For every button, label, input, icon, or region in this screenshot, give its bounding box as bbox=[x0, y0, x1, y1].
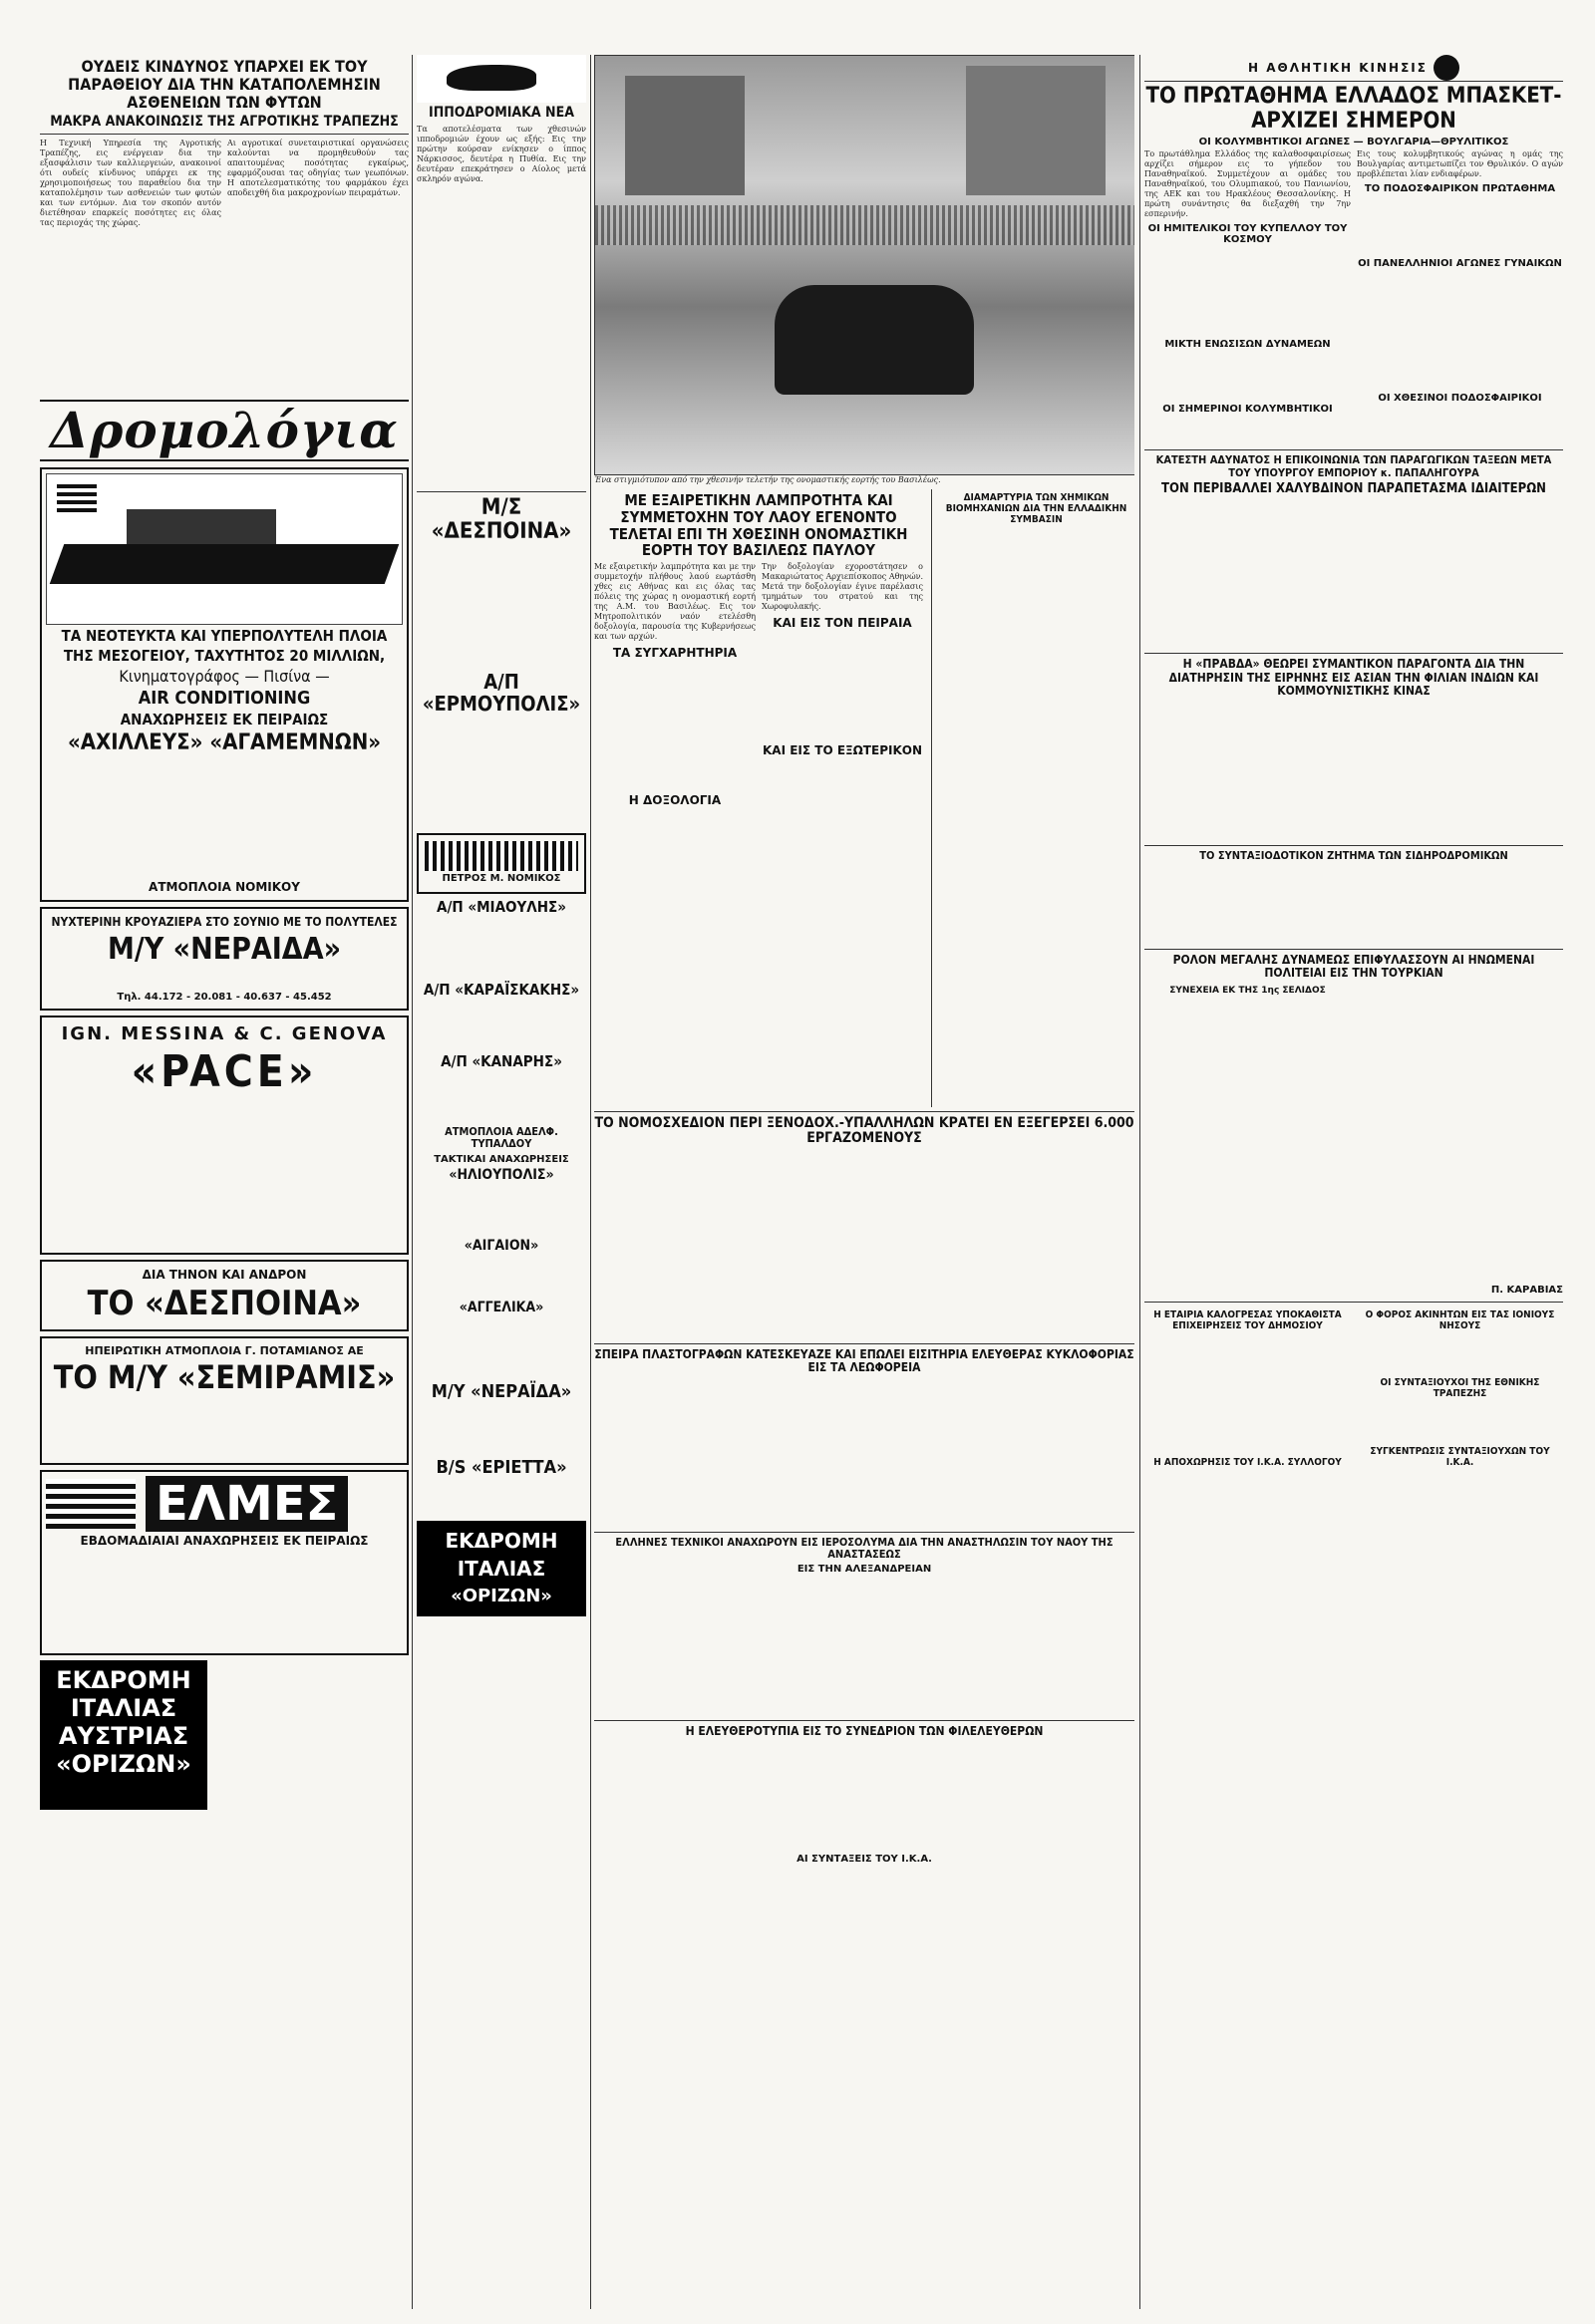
sub-doxologia: Η ΔΟΞΟΛΟΓΙΑ bbox=[628, 793, 722, 808]
messina-ad bbox=[40, 1016, 409, 1255]
divider bbox=[594, 1532, 1134, 1533]
ship-ad-nomikos bbox=[40, 467, 409, 902]
aggelika: «ΑΓΓΕΛΙΚΑ» bbox=[459, 1300, 544, 1316]
divider bbox=[1144, 653, 1563, 654]
filler bbox=[417, 1258, 586, 1298]
filler bbox=[417, 919, 586, 979]
ermoupolis-head: Α/Π «ΕΡΜΟΥΠΟΛΙΣ» bbox=[422, 669, 581, 717]
ekdromi-text: ΙΤΑΛΙΑΣ bbox=[70, 1693, 177, 1722]
article-body-row bbox=[40, 139, 409, 232]
article-text: Εις τους κολυμβητικούς αγώνας η ομάς της Βουλγαρίας αντιμετωπίζει τον Θρυλικόν. Ο αγών προβλέπεται λίαν ενδιαφέρων. bbox=[1357, 149, 1563, 179]
horse-icon bbox=[447, 65, 536, 91]
main-article bbox=[594, 489, 923, 1107]
bottom-news-cols bbox=[1144, 1307, 1563, 1532]
filler bbox=[417, 1186, 586, 1236]
filler bbox=[1357, 271, 1563, 391]
sports-col bbox=[1357, 149, 1563, 445]
ship-ad-text: AIR CONDITIONING bbox=[138, 687, 311, 709]
car-icon bbox=[775, 285, 974, 395]
ekdromi-text: ΕΚΔΡΟΜΗ bbox=[445, 1529, 558, 1554]
cruise-filler bbox=[46, 970, 403, 990]
ekdromi-text: ΙΤΑΛΙΑΣ bbox=[457, 1557, 546, 1582]
filler bbox=[417, 719, 586, 828]
column-rule bbox=[590, 55, 591, 2309]
tinos-head: ΔΙΑ ΤΗΝΟΝ ΚΑΙ ΑΝΔΡΟΝ bbox=[142, 1267, 307, 1282]
article-text: Το πρωτάθλημα Ελλάδος της καλαθοσφαιρίσεως αρχίζει σήμερον εις το γήπεδον του Παναθηναϊκού. Συμμετέχουν αι ομάδες του Παναθηναϊκού, του Ολυμπιακού, του Πανιωνίου, της ΑΕΚ και του Ηρακλέους Θεσσαλονίκης. Η πρώτη συνάντησις θα διεξαχθή την 7ην εσπερινήν. bbox=[1144, 149, 1351, 219]
headline-pesticide: ΟΥΔΕΙΣ ΚΙΝΔΥΝΟΣ ΥΠΑΡΧΕΙ ΕΚ ΤΟΥ ΠΑΡΑΘΕΙΟΥ ΔΙΑ ΤΗΝ ΚΑΤΑΠΟΛΕΜΗΣΙΝ ΑΣΘΕΝΕΙΩΝ ΤΩΝ ΦΥΤΩΝ bbox=[68, 57, 381, 112]
ball-icon bbox=[1434, 55, 1459, 81]
article-text: Η Τεχνική Υπηρεσία της Αγροτικής Τραπέζης, εις ενέργειαν δια την εξασφάλισιν των καλλιεργειών, ανακοινοί ότι ουδείς κίνδυνος υπάρχει εκ της χρησιμοποιήσεως του παραθείου δια την καταπολέμησιν των ασθενειών των φυτών και των εντόμων. Δια τον σκοπόν αυτόν διετέθησαν επαρκείς ποσότητες εις όλας τας περιοχάς της χώρας. bbox=[40, 139, 221, 228]
schedule-filler bbox=[46, 758, 403, 878]
filler bbox=[1357, 984, 1563, 1283]
building-shape bbox=[625, 76, 745, 195]
elmes-sub: ΕΒΔΟΜΑΔΙΑΙΑΙ ΑΝΑΧΩΡΗΣΕΙΣ ΕΚ ΠΕΙΡΑΙΩΣ bbox=[80, 1533, 369, 1548]
aigaion: «ΑΙΓΑΙΟΝ» bbox=[464, 1238, 539, 1255]
divider bbox=[1144, 949, 1563, 950]
turkey-headline: ΡΟΛΟΝ ΜΕΓΑΛΗΣ ΔΥΝΑΜΕΩΣ ΕΠΙΦΥΛΑΣΣΟΥΝ ΑΙ ΗΝΩΜΕΝΑΙ ΠΟΛΙΤΕΙΑΙ ΕΙΣ ΤΗΝ ΤΟΥΡΚΙΑΝ bbox=[1172, 953, 1535, 981]
filler bbox=[1357, 1403, 1563, 1443]
building-shape bbox=[966, 66, 1106, 195]
filler bbox=[1144, 1471, 1351, 1531]
column-4 bbox=[1144, 55, 1563, 2309]
forgery-headline: ΣΠΕΙΡΑ ΠΛΑΣΤΟΓΡΑΦΩΝ ΚΑΤΕΣΚΕΥΑΖΕ ΚΑΙ ΕΠΩΛΕΙ ΕΙΣΙΤΗΡΙΑ ΕΛΕΥΘΕΡΑΣ ΚΥΚΛΟΦΟΡΙΑΣ ΕΙΣ ΤΑ ΛΕΩΦΟΡΕΙΑ bbox=[594, 1346, 1134, 1375]
turkey-cols bbox=[1144, 984, 1563, 1298]
elmes-logo: ΕΛΜΕΣ bbox=[146, 1476, 348, 1532]
miaoulis: Α/Π «ΜΙΑΟΥΛΗΣ» bbox=[437, 897, 566, 916]
hippo-head: ΙΠΠΟΔΡΟΜΙΑΚΑ ΝΕΑ bbox=[429, 105, 574, 121]
karaiskakis: Α/Π «ΚΑΡΑΪΣΚΑΚΗΣ» bbox=[423, 980, 580, 999]
sub-half-final: ΟΙ ΗΜΙΤΕΛΙΚΟΙ ΤΟΥ ΚΥΠΕΛΛΟΥ ΤΟΥ ΚΟΣΜΟΥ bbox=[1147, 223, 1348, 246]
ekdromi-text: «ΟΡΙΖΩΝ» bbox=[451, 1586, 552, 1607]
divider bbox=[594, 1720, 1134, 1721]
main-article-cols bbox=[594, 562, 923, 979]
filler bbox=[1144, 1334, 1351, 1454]
semiramis-head: ΗΠΕΙΡΩΤΙΚΗ ΑΤΜΟΠΛΟΙΑ Γ. ΠΟΤΑΜΙΑΝΟΣ ΑΕ bbox=[85, 1344, 364, 1357]
typaldou: ΑΤΜΟΠΛΟΙΑ ΑΔΕΛΦ. ΤΥΠΑΛΔΟΥ bbox=[445, 1125, 558, 1151]
main-article-col bbox=[594, 562, 756, 979]
filler bbox=[417, 1001, 586, 1050]
filler bbox=[594, 809, 756, 979]
column-rule bbox=[1139, 55, 1140, 2309]
main-article-col bbox=[762, 562, 923, 979]
ship-hull-icon bbox=[50, 544, 400, 584]
neraida: Μ/Υ «ΝΕΡΑΪΔΑ» bbox=[431, 1380, 572, 1402]
elmes-filler bbox=[46, 1550, 403, 1649]
cruise-phone: Τηλ. 44.172 - 20.081 - 40.637 - 45.452 bbox=[117, 991, 332, 1003]
filler bbox=[417, 1073, 586, 1123]
sub-abroad: ΚΑΙ ΕΙΣ ΤΟ ΕΞΩΤΕΡΙΚΟΝ bbox=[763, 743, 922, 758]
helioupolis: «ΗΛΙΟΥΠΟΛΙΣ» bbox=[449, 1166, 554, 1183]
article-text: Με εξαιρετικήν λαμπρότητα και με την συμμετοχήν πλήθους λαού εωρτάσθη χθες εις Αθήνας και εις όλας τας πόλεις της χώρας η ονομαστική εορτή της Α.Μ. του Βασιλέως. Εις τον Μητροπολιτικόν ναόν ετελέσθη δοξολογία, παρουσία της Κυβερνήσεως και των αρχών. bbox=[594, 562, 756, 642]
filler bbox=[594, 1742, 1134, 1852]
pravda-headline: Η «ΠΡΑΒΔΑ» ΘΕΩΡΕΙ ΣΥΜΑΝΤΙΚΟΝ ΠΑΡΑΓΟΝΤΑ ΔΙΑ ΤΗΝ ΔΙΑΤΗΡΗΣΙΝ ΤΗΣ ΕΙΡΗΝΗΣ ΕΙΣ ΑΣΙΑΝ ΤΗΝ ΦΙΛΙΑΝ ΙΝΔΙΩΝ ΚΑΙ ΚΟΜΜΟΥΝΙΣΤΙΚΗΣ ΚΙΝΑΣ bbox=[1168, 657, 1539, 699]
bottom-ad-row bbox=[40, 1660, 409, 1810]
chem-head: ΔΙΑΜΑΡΤΥΡΙΑ ΤΩΝ ΧΗΜΙΚΩΝ ΒΙΟΜΗΧΑΝΙΩΝ ΔΙΑ ΤΗΝ ΕΛΛΑΔΙΚΗΝ ΣΥΜΒΑΣΙΝ bbox=[945, 492, 1127, 526]
filler bbox=[594, 1150, 1134, 1339]
filler bbox=[594, 1378, 1134, 1528]
jerusalem-sub: ΕΙΣ ΤΗΝ ΑΛΕΞΑΝΔΡΕΙΑΝ bbox=[797, 1564, 932, 1576]
ship-deck-icon bbox=[127, 509, 276, 544]
filler bbox=[1357, 406, 1563, 445]
ekdromi-text: ΑΥΣΤΡΙΑΣ bbox=[58, 1721, 189, 1750]
filler bbox=[417, 548, 586, 668]
divider bbox=[417, 491, 586, 492]
section-title: Η ΑΘΛΗΤΙΚΗ ΚΙΝΗΣΙΣ bbox=[1248, 61, 1428, 75]
messina-filler bbox=[46, 1099, 403, 1249]
filler bbox=[417, 1319, 586, 1379]
nomikos-logo-text: ΠΕΤΡΟΣ Μ. ΝΟΜΙΚΟΣ bbox=[442, 872, 561, 884]
ekdromi-ad-2 bbox=[417, 1521, 586, 1616]
despoina-head: Μ/Σ «ΔΕΣΠΟΙΝΑ» bbox=[431, 494, 572, 545]
philhellenes-headline: Η ΕΛΕΥΘΕΡΟΤΥΠΙΑ ΕΙΣ ΤΟ ΣΥΝΕΔΡΙΟΝ ΤΩΝ ΦΙΛΕΛΕΥΘΕΡΩΝ bbox=[685, 1724, 1044, 1739]
cruise-ship-name: Μ/Υ «ΝΕΡΑΙΔΑ» bbox=[107, 931, 342, 967]
basket-headline: ΤΟ ΠΡΩΤΑΘΗΜΑ ΕΛΛΑΔΟΣ ΜΠΑΣΚΕΤ-ΑΡΧΙΖΕΙ ΣΗΜΕΡΟΝ bbox=[1145, 84, 1562, 134]
taktikai: ΤΑΚΤΙΚΑΙ ΑΝΑΧΩΡΗΣΕΙΣ bbox=[434, 1153, 569, 1165]
column-1 bbox=[40, 55, 409, 2309]
photo-caption: Ένα στιγμιότυπον από την χθεσινήν τελετήν της ονομαστικής εορτής του Βασιλέως. bbox=[594, 475, 941, 484]
turkey-col bbox=[1357, 984, 1563, 1298]
filler bbox=[594, 1577, 1134, 1716]
trade-headline: ΚΑΤΕΣΤΗ ΑΔΥΝΑΤΟΣ Η ΕΠΙΚΟΙΝΩΝΙΑ ΤΩΝ ΠΑΡΑΓΩΓΙΚΩΝ ΤΑΞΕΩΝ ΜΕΤΑ ΤΟΥ ΥΠΟΥΡΓΟΥ ΕΜΠΟΡΙΟΥ κ. ΠΑΠΑΛΗΓΟΥΡΑ bbox=[1155, 453, 1552, 479]
article-text: Τα αποτελέσματα των χθεσινών ιπποδρομιών έχουν ως εξής: Εις την πρώτην κούρσαν ενίκησεν ο ίππος Νάρκισσος, δευτέρα η Πυθία. Εις την δευτέραν επεκράτησεν ο Αίολος μετά σκληρόν αγώνα. bbox=[417, 124, 586, 183]
semiramis-ship-name: ΤΟ Μ/Υ «ΣΕΜΙΡΑΜΙΣ» bbox=[53, 1358, 396, 1396]
filler bbox=[417, 188, 586, 487]
kanaris: Α/Π «ΚΑΝΑΡΗΣ» bbox=[441, 1052, 562, 1071]
bank-headline: ΟΙ ΣΥΝΤΑΞΙΟΥΧΟΙ ΤΗΣ ΕΘΝΙΚΗΣ ΤΡΑΠΕΖΗΣ bbox=[1380, 1377, 1540, 1400]
elmes-logo-row bbox=[46, 1476, 403, 1532]
filler bbox=[417, 1481, 586, 1521]
filler bbox=[938, 529, 1134, 1107]
hotel-headline: ΤΟ ΝΟΜΟΣΧΕΔΙΟΝ ΠΕΡΙ ΞΕΝΟΔΟΧ.-ΥΠΑΛΛΗΛΩΝ ΚΡΑΤΕΙ ΕΝ ΕΞΕΓΕΡΣΕΙ 6.000 ΕΡΓΑΖΟΜΕΝΟΥΣ bbox=[594, 1114, 1134, 1147]
semiramis-ad bbox=[40, 1336, 409, 1465]
filler bbox=[1144, 702, 1563, 841]
filler bbox=[1357, 196, 1563, 256]
tax-headline: Ο ΦΟΡΟΣ ΑΚΙΝΗΤΩΝ ΕΙΣ ΤΑΣ ΙΟΝΙΟΥΣ ΝΗΣΟΥΣ bbox=[1365, 1308, 1555, 1332]
ekdromi-ad bbox=[40, 1660, 207, 1810]
sub-football-yesterday: ΟΙ ΧΘΕΣΙΝΟΙ ΠΟΔΟΣΦΑΙΡΙΚΟΙ bbox=[1378, 393, 1542, 405]
sports-col bbox=[1144, 149, 1351, 445]
ekdromi-text: ΕΚΔΡΟΜΗ bbox=[56, 1665, 191, 1694]
erietta: Β/S «ΕΡΙΕΤΤΑ» bbox=[436, 1456, 567, 1478]
filler bbox=[594, 1867, 1134, 1946]
cruise-head: ΝΥΧΤΕΡΙΝΗ ΚΡΟΥΑΖΙΕΡΑ ΣΤΟ ΣΟΥΝΙΟ ΜΕ ΤΟ ΠΟΛΥΤΕΛΕΣ bbox=[51, 915, 398, 930]
crowd-shape bbox=[595, 205, 1134, 245]
divider bbox=[40, 134, 409, 135]
jerusalem-headline: ΕΛΛΗΝΕΣ ΤΕΧΝΙΚΟΙ ΑΝΑΧΩΡΟΥΝ ΕΙΣ ΙΕΡΟΣΟΛΥΜΑ ΔΙΑ ΤΗΝ ΑΝΑΣΤΗΛΩΣΙΝ ΤΟΥ ΝΑΟΥ ΤΗΣ ΑΝΑΣΤΑΣΕΩΣ bbox=[615, 1535, 1114, 1562]
ship-illustration bbox=[46, 473, 403, 625]
greek-flag-icon bbox=[57, 484, 97, 512]
filler bbox=[417, 1405, 586, 1455]
ship-ad-text: ΤΗΣ ΜΕΣΟΓΕΙΟΥ, ΤΑΧΥΤΗΤΟΣ 20 ΜΙΛΛΙΩΝ, bbox=[63, 647, 386, 666]
photo-ceremony bbox=[594, 55, 1134, 475]
ekdromi-text: «ΟΡΙΖΩΝ» bbox=[56, 1749, 191, 1778]
column-2 bbox=[417, 55, 586, 2309]
signature: Π. ΚΑΡΑΒΙΑΣ bbox=[1490, 1284, 1563, 1296]
bottom-news-col bbox=[1357, 1307, 1563, 1532]
divider bbox=[1144, 845, 1563, 846]
filler bbox=[762, 632, 923, 741]
elmes-ad bbox=[40, 1470, 409, 1655]
sub-mixed: ΜΙΚΤΗ ΕΝΩΣΙΣΩΝ ΔΥΝΑΜΕΩΝ bbox=[1164, 339, 1331, 351]
article-text-filler bbox=[40, 232, 409, 394]
ika-pensions: ΑΙ ΣΥΝΤΑΞΕΙΣ ΤΟΥ Ι.Κ.Α. bbox=[797, 1853, 932, 1865]
pace-ship-name: «PACE» bbox=[131, 1045, 318, 1097]
ship-ad-text: ΑΝΑΧΩΡΗΣΕΙΣ ΕΚ ΠΕΙΡΑΙΩΣ bbox=[120, 711, 329, 729]
subhead-agri-bank: ΜΑΚΡΑ ΑΝΑΚΟΙΝΩΣΙΣ ΤΗΣ ΑΓΡΟΤΙΚΗΣ ΤΡΑΠΕΖΗΣ bbox=[50, 113, 399, 130]
filler bbox=[1144, 247, 1351, 337]
cruise-ad bbox=[40, 907, 409, 1010]
ship-icon bbox=[425, 841, 578, 871]
kalogresas-headline: Η ΕΤΑΙΡΙΑ ΚΑΛΟΓΡΕΣΑΣ ΥΠΟΚΑΘΙΣΤΑ ΕΠΙΧΕΙΡΗΣΕΙΣ ΤΟΥ ΔΗΜΟΣΙΟΥ bbox=[1153, 1308, 1342, 1332]
ika-headline: Η ΑΠΟΧΩΡΗΣΙΣ ΤΟΥ Ι.Κ.Α. ΣΥΛΛΟΓΟΥ bbox=[1153, 1457, 1342, 1469]
flag-icon bbox=[46, 1479, 136, 1529]
bottom-news-col bbox=[1144, 1307, 1351, 1532]
sports-cols bbox=[1144, 149, 1563, 445]
sub-women: ΟΙ ΠΑΝΕΛΛΗΝΙΟΙ ΑΓΩΝΕΣ ΓΥΝΑΙΚΩΝ bbox=[1358, 258, 1562, 270]
filler bbox=[1357, 1471, 1563, 1531]
side-column bbox=[931, 489, 1134, 1107]
tinos-ad bbox=[40, 1260, 409, 1331]
main-article-row bbox=[594, 489, 1134, 1107]
ship-ad-text: Κινηματογράφος — Πισίνα — bbox=[119, 666, 330, 686]
filler bbox=[1144, 865, 1563, 945]
rail-headline: ΤΟ ΣΥΝΤΑΞΙΟΔΟΤΙΚΟΝ ΖΗΤΗΜΑ ΤΩΝ ΣΙΔΗΡΟΔΡΟΜΙΚΩΝ bbox=[1199, 848, 1508, 862]
article-text: Την δοξολογίαν εχοροστάτησεν ο Μακαριώτατος Αρχιεπίσκοπος Αθηνών. Μετά την δοξολογίαν έγινε παρέλασις τμημάτων του στρατού και της Χωροφυλακής. bbox=[762, 562, 924, 612]
semiramis-filler bbox=[46, 1399, 403, 1459]
ship-ad-text: ΤΑ ΝΕΟΤΕΥΚΤΑ ΚΑΙ ΥΠΕΡΠΟΛΥΤΕΛΗ ΠΛΟΙΑ bbox=[61, 627, 388, 646]
filler bbox=[1144, 499, 1563, 649]
sub-piraeus: ΚΑΙ ΕΙΣ ΤΟΝ ΠΕΙΡΑΙΑ bbox=[773, 616, 912, 631]
ship-names: «ΑΧΙΛΛΕΥΣ» «ΑΓΑΜΕΜΝΩΝ» bbox=[67, 729, 382, 755]
ship-agent: ΑΤΜΟΠΛΟΙΑ ΝΟΜΙΚΟΥ bbox=[149, 880, 300, 895]
divider bbox=[1144, 1302, 1563, 1303]
divider bbox=[594, 1111, 1134, 1112]
sub-greetings: ΤΑ ΣΥΓΧΑΡΗΤΗΡΙΑ bbox=[612, 646, 738, 661]
divider bbox=[1144, 449, 1563, 450]
filler bbox=[762, 759, 923, 909]
dromologia-masthead: Δρομολόγια bbox=[40, 400, 409, 461]
filler bbox=[1144, 998, 1351, 1297]
column-3 bbox=[594, 55, 1134, 2309]
article-text: Αι αγροτικαί συνεταιριστικαί οργανώσεις καλούνται να προμηθευθούν τας απαιτουμένας ποσότητας εγκαίρως, εφαρμόζουσαι τας οδηγίας των γεωπόνων. Η αποτελεσματικότης του φαρμάκου έχει αποδειχθή δια μακροχρονίων πειραμάτων. bbox=[227, 139, 409, 198]
swim-sub: ΟΙ ΚΟΛΥΜΒΗΤΙΚΟΙ ΑΓΩΝΕΣ — ΒΟΥΛΓΑΡΙΑ—ΘΡΥΛΙΤΙΚΟΣ bbox=[1198, 137, 1509, 148]
main-headline: ΜΕ ΕΞΑΙΡΕΤΙΚΗΝ ΛΑΜΠΡΟΤΗΤΑ ΚΑΙ ΣΥΜΜΕΤΟΧΗΝ ΤΟΥ ΛΑΟΥ ΕΓΕΝΟΝΤΟ ΤΕΛΕΤΑΙ ΕΠΙ ΤΗ ΧΘΕΣΙΝΗ ΟΝΟΜΑΣΤΙΚΗ ΕΟΡΤΗ ΤΟΥ ΒΑΣΙΛΕΩΣ ΠΑΥΛΟΥ bbox=[609, 491, 908, 560]
tinos-ship-name: ΤΟ «ΔΕΣΠΟΙΝΑ» bbox=[87, 1283, 362, 1323]
column-rule bbox=[412, 55, 413, 2309]
ika2-headline: ΣΥΓΚΕΝΤΡΩΣΙΣ ΣΥΝΤΑΞΙΟΥΧΩΝ ΤΟΥ Ι.Κ.Α. bbox=[1370, 1445, 1550, 1468]
nomikos-logo bbox=[417, 833, 586, 894]
turkey-col bbox=[1144, 984, 1351, 1298]
filler bbox=[1144, 352, 1351, 402]
sub-swimming-today: ΟΙ ΣΗΜΕΡΙΝΟΙ ΚΟΛΥΜΒΗΤΙΚΟΙ bbox=[1162, 404, 1333, 416]
horse-illustration bbox=[417, 55, 586, 103]
turkey-sub: ΣΥΝΕΧΕΙΑ ΕΚ ΤΗΣ 1ης ΣΕΛΙΔΟΣ bbox=[1169, 985, 1326, 996]
divider bbox=[594, 1343, 1134, 1344]
bottom-filler bbox=[213, 1660, 409, 1810]
messina-head: IGN. MESSINA & C. GENOVA bbox=[61, 1022, 388, 1044]
iron-headline: ΤΟΝ ΠΕΡΙΒΑΛΛΕΙ ΧΑΛΥΒΔΙΝΟΝ ΠΑΡΑΠΕΤΑΣΜΑ ΙΔΙΑΙΤΕΡΩΝ bbox=[1161, 480, 1546, 496]
filler bbox=[1357, 1334, 1563, 1374]
filler bbox=[594, 662, 756, 791]
sub-football: ΤΟ ΠΟΔΟΣΦΑΙΡΙΚΟΝ ΠΡΩΤΑΘΗΜΑ bbox=[1364, 183, 1556, 195]
section-header-row bbox=[1144, 55, 1563, 82]
